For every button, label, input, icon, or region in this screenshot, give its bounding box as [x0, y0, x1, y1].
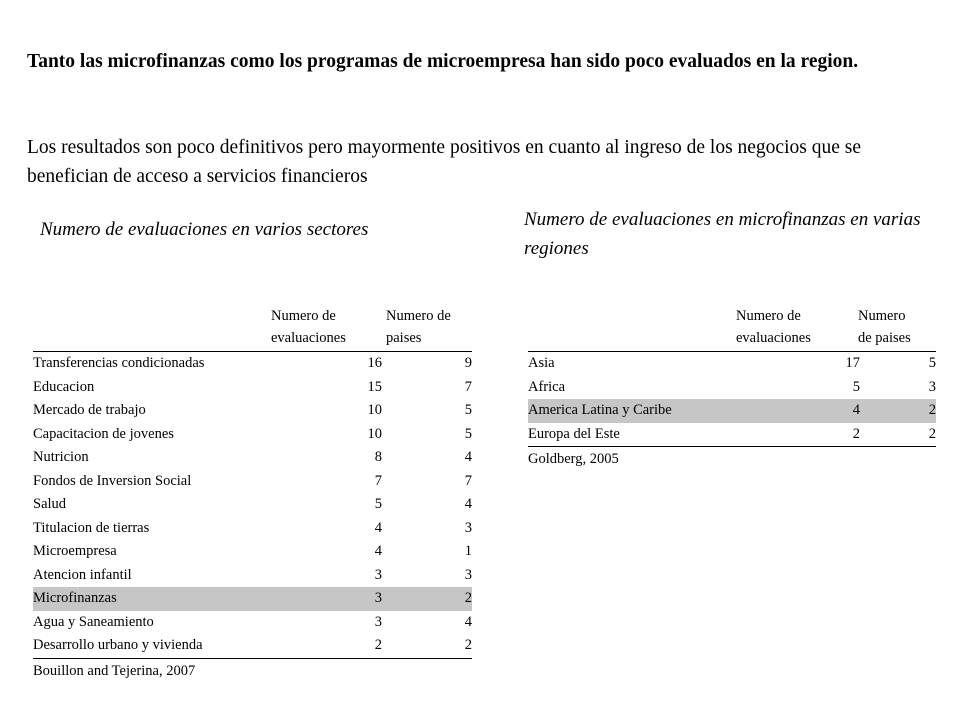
body-text: Los resultados son poco definitivos pero mayormente positivos en cuanto al ingreso de los negocios que se benefician de acceso a servicios financieros [27, 137, 861, 187]
row-evaluaciones: 4 [374, 543, 382, 560]
row-evaluaciones: 5 [852, 378, 860, 395]
row-paises: 4 [464, 496, 472, 513]
row-evaluaciones: 16 [367, 355, 382, 372]
col-evaluaciones-header: Numero de evaluaciones [736, 308, 811, 346]
table-row [33, 587, 472, 611]
table-row [33, 540, 472, 564]
sectors-table-header [33, 305, 472, 352]
row-paises: 4 [464, 449, 472, 466]
table-row [33, 517, 472, 541]
row-paises: 1 [464, 543, 472, 560]
row-paises: 3 [464, 519, 472, 536]
row-paises: 3 [928, 378, 936, 395]
table-row [33, 376, 472, 400]
row-evaluaciones: 3 [374, 613, 382, 630]
row-evaluaciones: 3 [374, 566, 382, 583]
col-evaluaciones-header: Numero de evaluaciones [271, 308, 346, 346]
row-paises: 2 [928, 425, 936, 442]
row-evaluaciones: 2 [374, 637, 382, 654]
row-evaluaciones: 3 [374, 590, 382, 607]
table-row [33, 493, 472, 517]
row-label: Educacion [33, 378, 95, 395]
table-row [33, 399, 472, 423]
row-label: Atencion infantil [33, 566, 132, 583]
row-label: Europa del Este [528, 425, 620, 442]
row-evaluaciones: 7 [374, 472, 382, 489]
row-paises: 3 [464, 566, 472, 583]
row-evaluaciones: 10 [367, 425, 382, 442]
row-label: Asia [528, 355, 555, 372]
table-row [33, 423, 472, 447]
row-paises: 7 [464, 378, 472, 395]
row-label: Fondos de Inversion Social [33, 472, 192, 489]
col-paises-header: Numero de paises [386, 308, 451, 346]
row-label: Agua y Saneamiento [33, 613, 154, 630]
row-label: Mercado de trabajo [33, 402, 146, 419]
table-row [528, 376, 936, 400]
row-paises: 2 [928, 402, 936, 419]
row-label: Africa [528, 378, 566, 395]
table-row [33, 634, 472, 659]
table-row [33, 470, 472, 494]
row-evaluaciones: 8 [374, 449, 382, 466]
row-label: Salud [33, 496, 67, 513]
left-table-title: Numero de evaluaciones en varios sectores [40, 219, 369, 240]
table-row [33, 611, 472, 635]
row-label: Capacitacion de jovenes [33, 425, 174, 442]
regions-table-source: Goldberg, 2005 [528, 451, 619, 467]
row-paises: 9 [464, 355, 472, 372]
row-evaluaciones: 5 [374, 496, 382, 513]
table-row [528, 423, 936, 448]
row-paises: 2 [464, 590, 472, 607]
row-label: Nutricion [33, 449, 89, 466]
table-row [33, 564, 472, 588]
table-row [528, 399, 936, 423]
row-paises: 2 [464, 637, 472, 654]
row-label: Titulacion de tierras [33, 519, 150, 536]
row-label: Transferencias condicionadas [33, 355, 205, 372]
row-paises: 5 [464, 425, 472, 442]
row-paises: 5 [464, 402, 472, 419]
sectors-table [33, 305, 472, 683]
row-paises: 4 [464, 613, 472, 630]
row-paises: 5 [928, 355, 936, 372]
table-row [528, 352, 936, 376]
regions-table [528, 305, 936, 471]
table-row [33, 446, 472, 470]
row-evaluaciones: 15 [367, 378, 382, 395]
row-label: Microempresa [33, 543, 117, 560]
headline: Tanto las microfinanzas como los programas de microempresa han sido poco evaluados en la region. [27, 51, 859, 72]
row-label: Desarrollo urbano y vivienda [33, 637, 203, 654]
row-paises: 7 [464, 472, 472, 489]
regions-table-header [528, 305, 936, 352]
row-evaluaciones: 10 [367, 402, 382, 419]
row-label: America Latina y Caribe [528, 402, 672, 419]
table-row [33, 352, 472, 376]
right-table-title: Numero de evaluaciones en microfinanzas en varias regiones [524, 209, 921, 259]
sectors-table-source: Bouillon and Tejerina, 2007 [33, 662, 196, 679]
row-evaluaciones: 4 [374, 519, 382, 536]
row-evaluaciones: 17 [845, 355, 860, 372]
col-paises-header: Numero de paises [858, 308, 911, 346]
row-evaluaciones: 4 [852, 402, 860, 419]
row-evaluaciones: 2 [852, 425, 860, 442]
row-label: Microfinanzas [33, 590, 117, 607]
